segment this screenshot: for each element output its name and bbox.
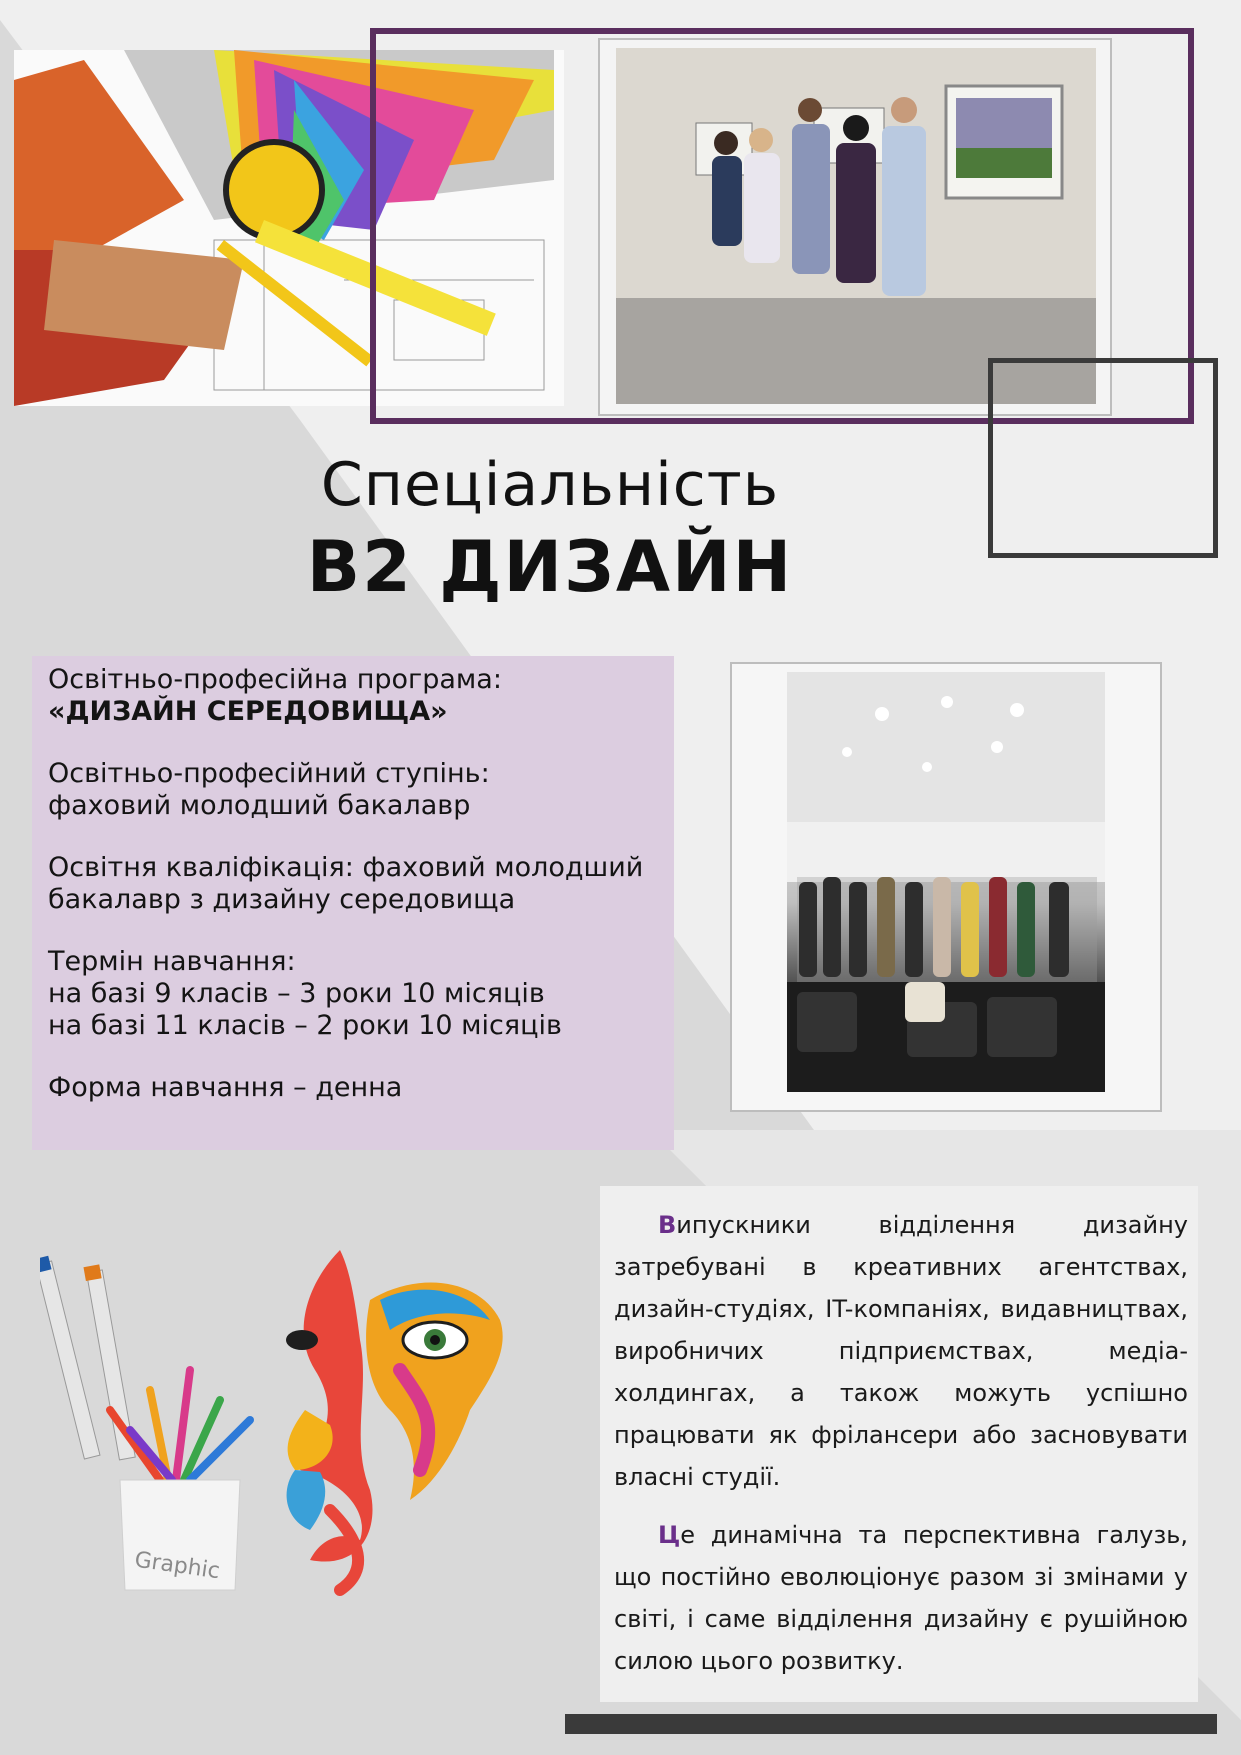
drop-letter-1: В — [658, 1211, 677, 1239]
design-art-illustration — [40, 1240, 560, 1610]
description-paragraph-2 — [614, 1514, 1188, 1682]
drop-letter-2: Ц — [658, 1521, 681, 1549]
graduates-description — [600, 1186, 1198, 1702]
auditorium-photo — [787, 672, 1105, 1092]
program-info-box — [32, 656, 674, 1150]
program-label: Освітньо-професійна програма: — [48, 664, 502, 695]
bottom-divider-bar — [565, 1714, 1217, 1734]
degree-label: Освітньо-професійний ступінь: — [48, 758, 490, 789]
program-name: «ДИЗАЙН СЕРЕДОВИЩА» — [48, 696, 448, 727]
term-label: Термін навчання: — [48, 946, 296, 977]
term-11-classes: на базі 11 класів – 2 роки 10 місяців — [48, 1010, 562, 1041]
qualification-line2: бакалавр з дизайну середовища — [48, 884, 516, 915]
term-9-classes: на базі 9 класів – 3 роки 10 місяців — [48, 978, 545, 1009]
study-form: Форма навчання – денна — [48, 1072, 403, 1103]
group-photo — [616, 48, 1096, 404]
degree-value: фаховий молодший бакалавр — [48, 790, 471, 821]
description-paragraph-1 — [614, 1204, 1188, 1498]
page-title-line1: Спеціальність — [320, 450, 780, 520]
paragraph-2-text: е динамічна та перспективна галузь, що постійно еволюціонує разом зі змінами у світі, і саме відділення дизайну є рушійною силою цього розвитку. — [614, 1521, 1188, 1675]
graphic-label: Graphic — [133, 1547, 222, 1585]
page-title-line2: B2 ДИЗАЙН — [306, 526, 794, 608]
paragraph-1-text: ипускники відділення дизайну затребувані в креативних агентствах, дизайн-студіях, IT-компаніях, видавництвах, виробничих підприємствах, медіа-холдингах, а також можуть успішно працювати як фрілансери або засновувати власні студії. — [614, 1211, 1188, 1491]
qualification-line1: Освітня кваліфікація: фаховий молодший — [48, 852, 644, 883]
